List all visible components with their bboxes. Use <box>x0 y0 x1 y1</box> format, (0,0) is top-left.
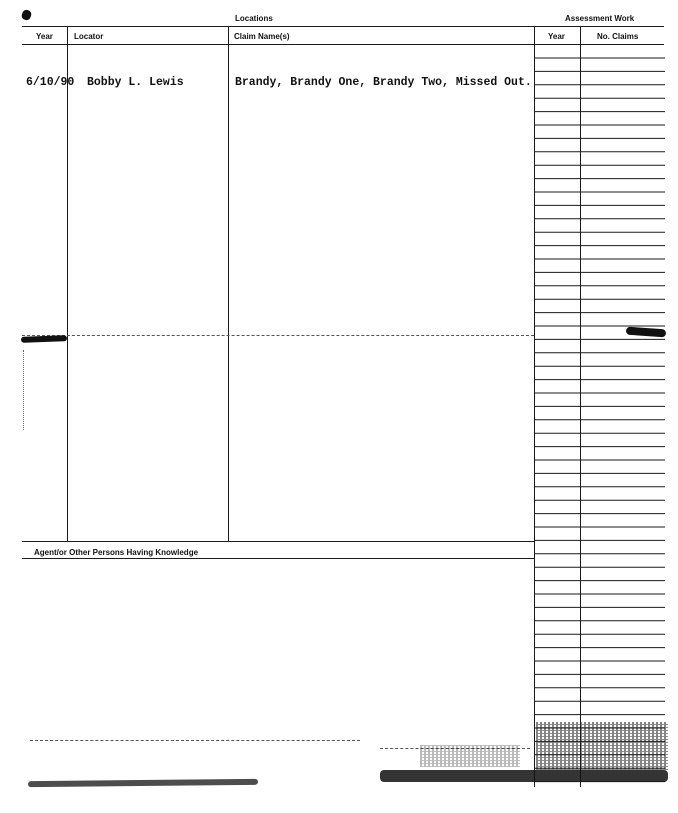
left-margin-dots <box>23 350 24 430</box>
divider-year-locator <box>67 27 68 541</box>
row-year: 6/10/90 <box>26 76 75 89</box>
column-header-claim-names: Claim Name(s) <box>234 32 290 41</box>
bottom-smear-left <box>28 779 258 787</box>
column-header-aw-year: Year <box>548 32 565 41</box>
agent-section-label: Agent/or Other Persons Having Knowledge <box>34 548 199 557</box>
corner-scan-mark <box>21 9 33 21</box>
row-claim-names: Brandy, Brandy One, Brandy Two, Missed Out. <box>235 76 532 89</box>
assessment-ruled-lines <box>534 44 666 789</box>
bottom-speckle-mid <box>420 745 520 767</box>
divider-locator-claims <box>228 27 229 541</box>
agent-section-top-rule <box>22 541 534 542</box>
assessment-work-header: Assessment Work <box>565 14 635 23</box>
middle-divider <box>22 335 534 336</box>
locations-header: Locations <box>235 14 273 23</box>
column-header-year: Year <box>36 32 53 41</box>
bottom-dash-1 <box>30 740 360 741</box>
top-rule <box>22 26 664 27</box>
row-locator: Bobby L. Lewis <box>87 76 184 89</box>
left-smear <box>21 335 67 343</box>
column-header-locator: Locator <box>74 32 104 41</box>
agent-section-bottom-rule <box>22 558 534 559</box>
column-header-aw-no-claims: No. Claims <box>597 32 639 41</box>
